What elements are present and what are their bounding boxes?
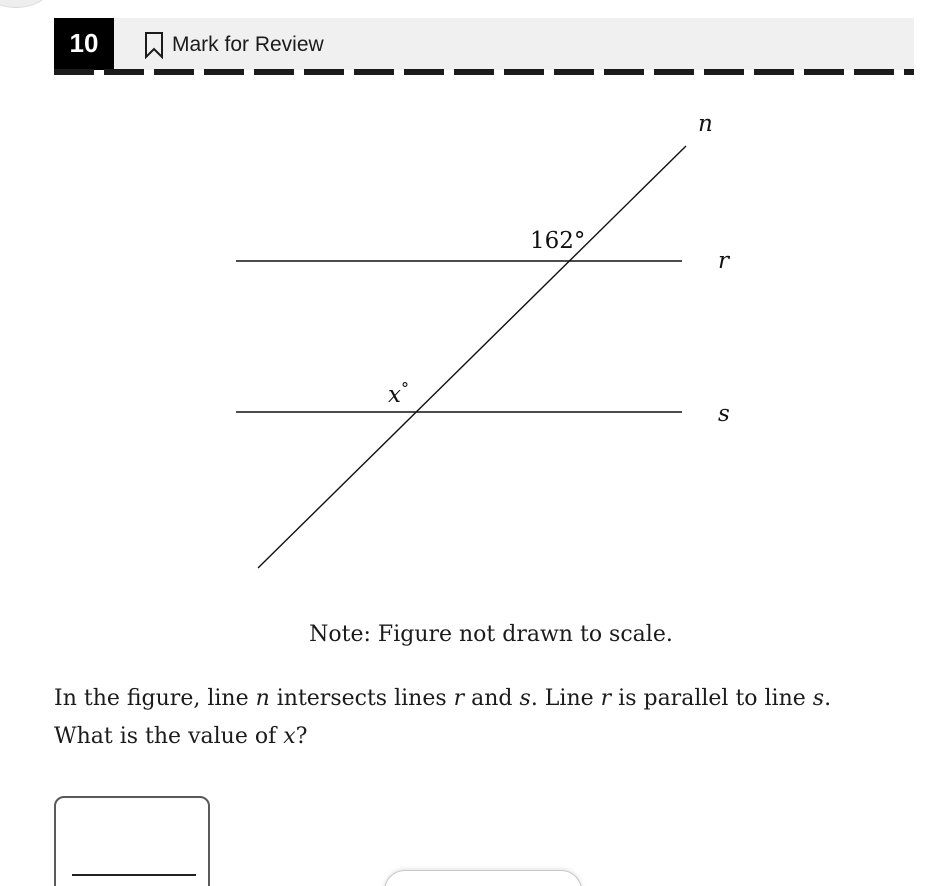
line-n-label: n [698, 111, 713, 137]
angle-162-label [530, 228, 585, 254]
line-s-label: s [718, 401, 730, 427]
prompt-var-x: x [283, 724, 296, 749]
angle-x-degree: ° [400, 379, 409, 398]
prompt-text-4: . Line [530, 686, 601, 711]
figure-note: Note: Figure not drawn to scale. [309, 622, 673, 647]
angle-x-var: x [388, 382, 401, 408]
mark-for-review-label: Mark for Review [172, 33, 324, 56]
prompt-text-5: is parallel to line [611, 686, 813, 711]
prompt-line-1 [54, 680, 914, 718]
prompt-text-7: What is the value of [54, 724, 284, 749]
prompt-text-8: ? [295, 724, 308, 749]
prompt-var-s2: s [812, 686, 825, 711]
answer-input-box[interactable] [54, 796, 210, 886]
question-number: 10 [54, 18, 114, 70]
answer-underline [72, 874, 196, 876]
prompt-text-6: . [824, 686, 832, 711]
question-prompt [54, 680, 914, 756]
prompt-text-1: In the figure, line [54, 686, 256, 711]
prompt-var-s: s [519, 686, 531, 711]
angle-162-text: 162° [530, 228, 586, 254]
prompt-text-2: intersects lines [269, 686, 454, 711]
angle-x-label [388, 379, 409, 408]
prompt-var-r2: r [600, 686, 612, 711]
prompt-line-2 [54, 718, 914, 756]
line-r-label: r [718, 248, 729, 274]
prompt-text-3: and [464, 686, 520, 711]
prompt-var-n: n [255, 686, 270, 711]
prompt-var-r: r [453, 686, 465, 711]
line-n [258, 146, 686, 568]
bottom-nav-pill[interactable] [384, 870, 582, 886]
